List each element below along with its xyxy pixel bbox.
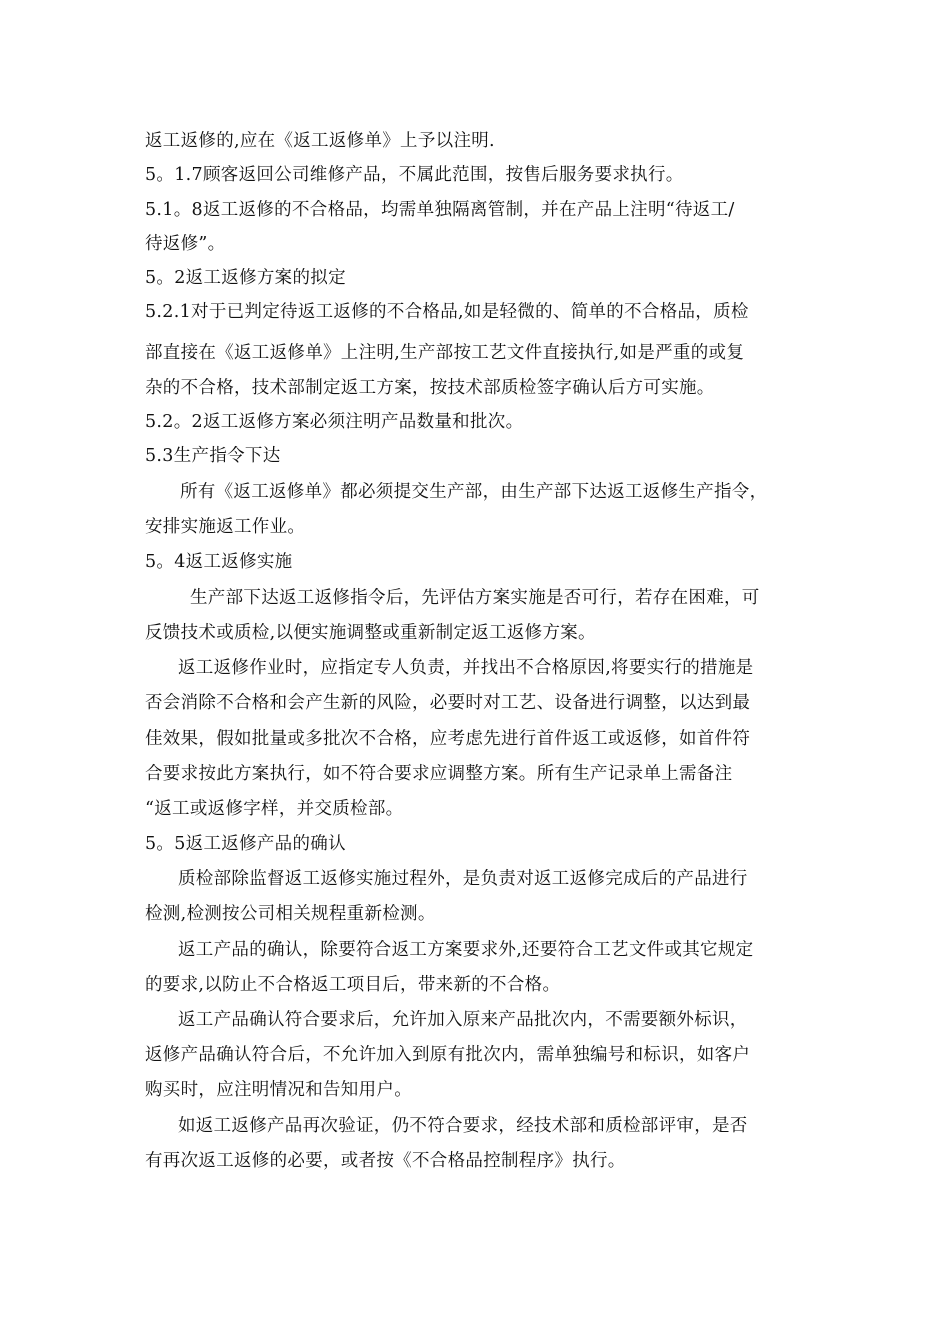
text-line: 杂的不合格，技术部制定返工方案，按技术部质检签字确认后方可实施。 <box>145 378 715 398</box>
text-line: 部直接在《返工返修单》上注明,生产部按工艺文件直接执行,如是严重的或复 <box>145 343 745 363</box>
text-line: 5.3生产指令下达 <box>145 446 281 466</box>
text-line: 待返修”。 <box>145 234 226 254</box>
text-line: 的要求,以防止不合格返工项目后，带来新的不合格。 <box>145 975 561 995</box>
text-line: 返工产品确认符合要求后，允许加入原来产品批次内，不需要额外标识， <box>178 1010 748 1030</box>
text-line: 返工返修作业时，应指定专人负责，并找出不合格原因,将要实行的措施是 <box>178 658 754 678</box>
text-line: 返工产品的确认，除要符合返工方案要求外,还要符合工艺文件或其它规定 <box>178 940 754 960</box>
text-line: 如返工返修产品再次验证，仍不符合要求，经技术部和质检部评审，是否 <box>178 1116 748 1136</box>
text-line: “返工或返修字样，并交质检部。 <box>145 799 404 819</box>
text-line: 生产部下达返工返修指令后，先评估方案实施是否可行，若存在困难，可 <box>190 588 760 608</box>
text-line: 返工返修的,应在《返工返修单》上予以注明. <box>145 131 495 151</box>
text-line: 安排实施返工作业。 <box>145 517 306 537</box>
text-line: 5。2返工返修方案的拟定 <box>145 268 346 288</box>
text-line: 佳效果，假如批量或多批次不合格，应考虑先进行首件返工或返修，如首件符 <box>145 729 751 749</box>
text-line: 5.2.1对于已判定待返工返修的不合格品,如是轻微的、简单的不合格品，质检 <box>145 302 749 322</box>
text-line: 购买时，应注明情况和告知用户。 <box>145 1080 412 1100</box>
text-line: 所有《返工返修单》都必须提交生产部，由生产部下达返工返修生产指令， <box>180 482 768 502</box>
text-line: 否会消除不合格和会产生新的风险，必要时对工艺、设备进行调整，以达到最 <box>145 693 751 713</box>
text-line: 5。5返工返修产品的确认 <box>145 834 346 854</box>
text-line: 5.2。2返工返修方案必须注明产品数量和批次。 <box>145 412 524 432</box>
text-line: 有再次返工返修的必要，或者按《不合格品控制程序》执行。 <box>145 1151 626 1171</box>
text-line: 质检部除监督返工返修实施过程外，是负责对返工返修完成后的产品进行 <box>178 869 748 889</box>
text-line: 合要求按此方案执行，如不符合要求应调整方案。所有生产记录单上需备注 <box>145 764 733 784</box>
text-line: 5.1。8返工返修的不合格品，均需单独隔离管制，并在产品上注明“待返工/ <box>145 200 735 220</box>
text-line: 5。4返工返修实施 <box>145 552 293 572</box>
text-line: 返修产品确认符合后，不允许加入到原有批次内，需单独编号和标识，如客户 <box>145 1045 751 1065</box>
text-line: 检测,检测按公司相关规程重新检测。 <box>145 904 436 924</box>
text-line: 反馈技术或质检,以便实施调整或重新制定返工返修方案。 <box>145 623 596 643</box>
text-line: 5。1.7顾客返回公司维修产品，不属此范围，按售后服务要求执行。 <box>145 165 684 185</box>
